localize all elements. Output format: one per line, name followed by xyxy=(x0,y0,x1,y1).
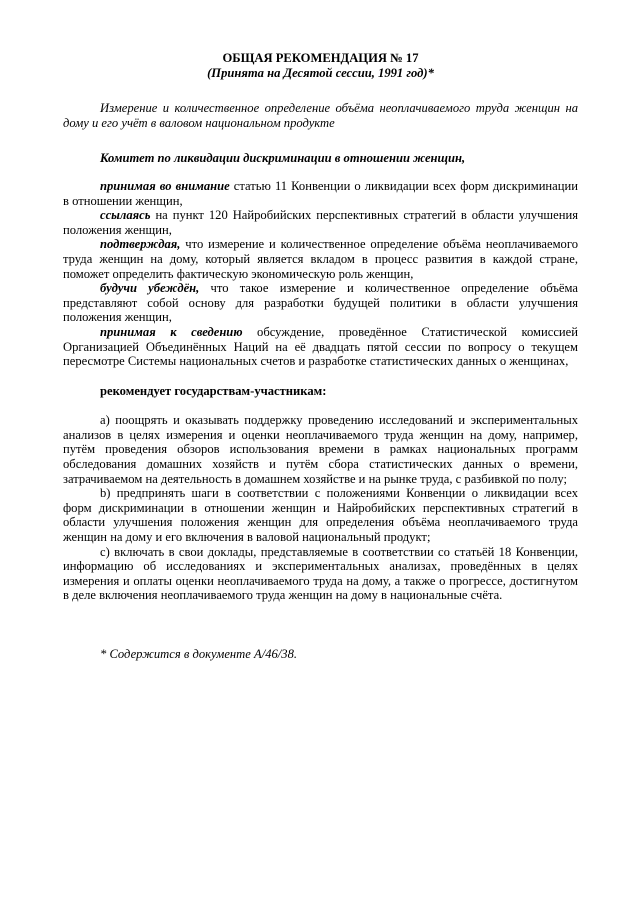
document-subtitle: (Принята на Десятой сессии, 1991 год)* xyxy=(207,65,434,80)
preamble-lead-4: будучи убеждён, xyxy=(100,281,200,296)
preamble-lead-2: ссылаясь xyxy=(100,208,151,223)
recommendation-lead: рекомендует государствам-участникам: xyxy=(100,383,327,398)
committee-line: Комитет по ликвидации дискриминации в отношении женщин, xyxy=(100,151,466,166)
preamble-text-4: что такое измерение и количественное определение объёма представляют собой основу для разработки будущей политики в области улучшения положения женщин, xyxy=(63,281,578,325)
footnote: * Содержится в документе A/46/38. xyxy=(100,647,298,661)
preamble-paragraph-5 xyxy=(63,325,578,369)
preamble-text-3: что измерение и количественное определение объёма неоплачиваемого труда женщин на дому, который является вкладом в процесс развития в каждой стране, поможет определить фактическую экономическую роль женщин, xyxy=(63,237,578,281)
preamble-paragraph-4 xyxy=(63,281,578,325)
preamble-lead-3: подтверждая, xyxy=(100,237,181,252)
preamble-paragraph-3 xyxy=(63,237,578,281)
preamble-lead-5: принимая к сведению xyxy=(100,324,243,339)
document-title: ОБЩАЯ РЕКОМЕНДАЦИЯ № 17 xyxy=(222,51,419,65)
preamble-lead-1: принимая во внимание xyxy=(100,178,230,193)
list-item-a: a) поощрять и оказывать поддержку проведению исследований и экспериментальных анализов в целях измерения и оценки неоплачиваемого труда женщин на дому, например, путём проведения обзоров использования времени в рамках национальных программ обследования домашних хозяйств и путём сбора статистических данных о времени, затрачиваемом на деятельность в домашнем хозяйстве и на рынке труда, с разбивкой по полу; xyxy=(63,413,578,486)
list-item-b: b) предпринять шаги в соответствии с положениями Конвенции о ликвидации всех форм дискриминации в отношении женщин и Найробийских перспективных стратегий в области улучшения положения женщин для определения объёма неоплачиваемого труда женщин на дому и его включения в валовой национальный продукт; xyxy=(63,486,578,545)
preamble-paragraph-1 xyxy=(63,179,578,208)
preamble-text-1: статью 11 Конвенции о ликвидации всех форм дискриминации в отношении женщин, xyxy=(63,178,578,208)
preamble-paragraph-2 xyxy=(63,208,578,237)
document-topic: Измерение и количественное определение объёма неоплачиваемого труда женщин на дому и его учёт в валовом национальном продукте xyxy=(63,101,578,130)
preamble-text-5: обсуждение, проведённое Статистической комиссией Организацией Объединённых Наций на её двадцать пятой сессии по вопросу о текущем пересмотре Системы национальных счетов и разработке статистических данных о женщинах, xyxy=(63,324,578,369)
preamble-text-2: на пункт 120 Найробийских перспективных стратегий в области улучшения положения женщин, xyxy=(63,208,578,237)
list-item-c: c) включать в свои доклады, представляемые в соответствии со статьёй 18 Конвенции, информацию об исследованиях и экспериментальных анализах, проведённых в целях измерения и оплаты оценки неоплачиваемого труда на дому, а также о прогрессе, достигнутом в деле включения неоплачиваемого труда женщин на дому в национальные счёта. xyxy=(63,544,578,603)
